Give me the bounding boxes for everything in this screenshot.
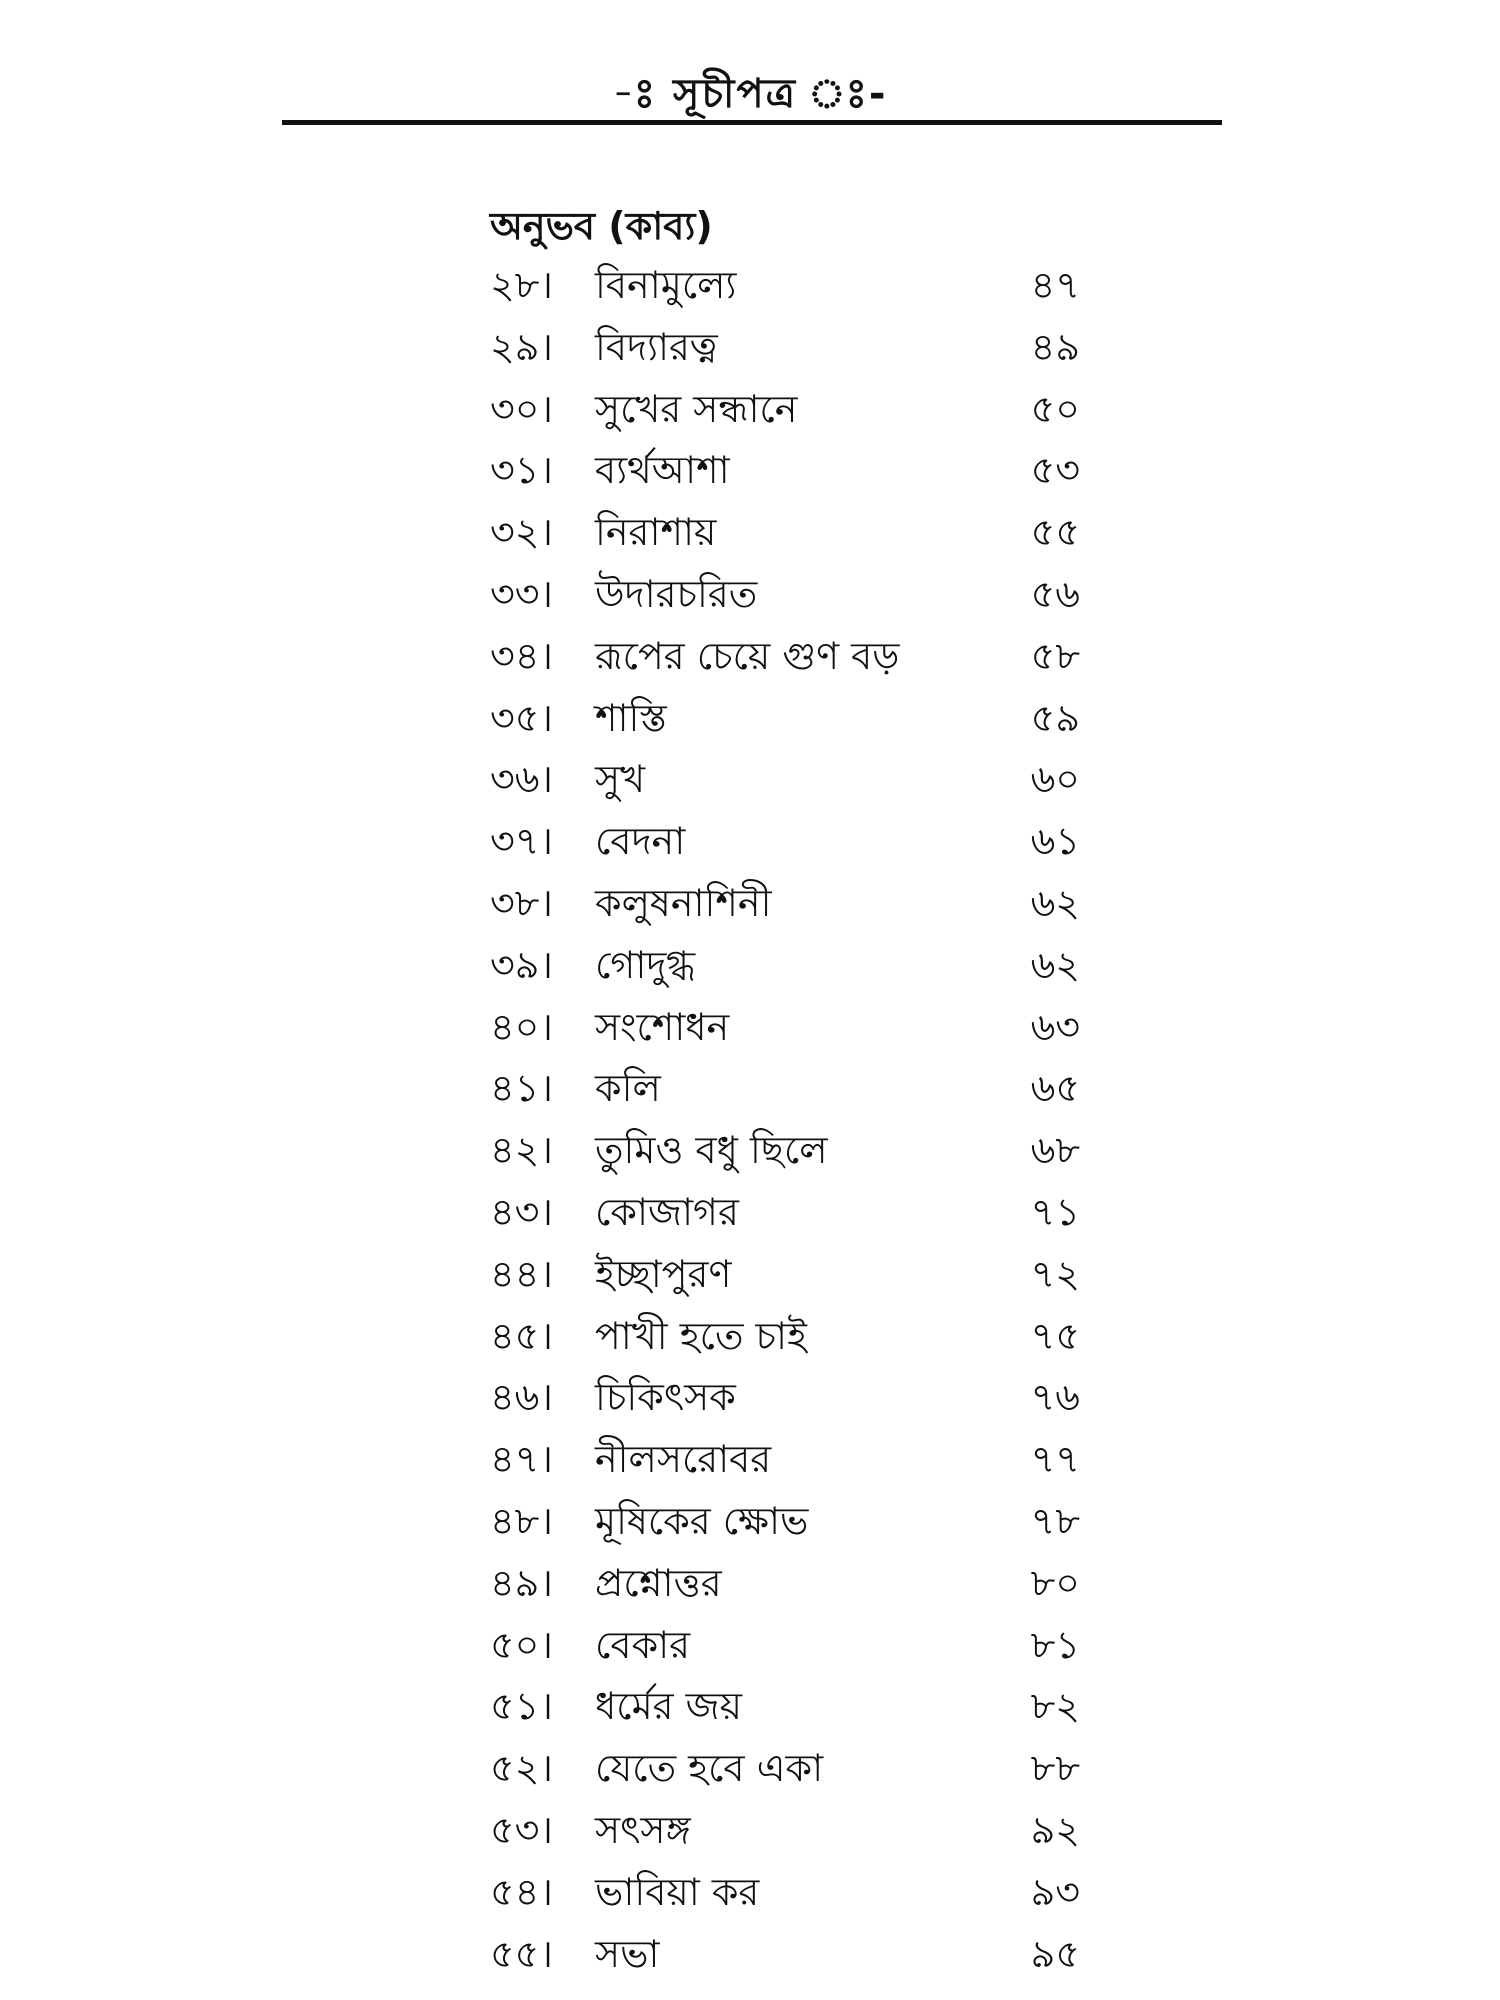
toc-entry [490, 1058, 1080, 1120]
page-title: -ঃ সূচীপত্র ঃ- [612, 71, 888, 117]
entry-title: তুমিও বধু ছিলে [595, 1128, 828, 1173]
entry-page: ৯৫ [1030, 1931, 1080, 1976]
entry-page: ৬৩ [1030, 1004, 1080, 1049]
entry-page: ৯২ [1030, 1807, 1080, 1852]
entry-page: ৫৮ [1030, 633, 1080, 678]
toc-entry [490, 997, 1080, 1059]
entry-page: ৫৫ [1030, 510, 1080, 555]
entry-title: সংশোধন [595, 1004, 730, 1049]
toc-entry [490, 1244, 1080, 1306]
toc-entry [490, 1553, 1080, 1615]
entry-title: ব্যর্থআশা [595, 448, 730, 493]
entry-number: ৩৯। [490, 942, 553, 987]
entry-number: ৪৮। [490, 1498, 553, 1543]
toc-entry [490, 1924, 1080, 1986]
entry-title: পাখী হতে চাই [595, 1313, 807, 1358]
entry-page: ৯৩ [1030, 1869, 1080, 1914]
entry-number: ৩৬। [490, 757, 554, 802]
entry-title: বেদনা [595, 819, 686, 864]
entry-title: যেতে হবে একা [595, 1746, 824, 1791]
entry-number: ২৮। [490, 263, 553, 307]
toc-entry [490, 1676, 1080, 1738]
entry-title: উদারচরিত [595, 571, 758, 616]
toc-entry [490, 1738, 1080, 1800]
toc-entry [490, 1120, 1080, 1182]
entry-number: ৩৭। [490, 819, 554, 864]
entry-title: সুখ [595, 757, 646, 802]
entry-page: ৬১ [1030, 819, 1080, 864]
toc-entry [490, 1306, 1080, 1368]
entry-title: সুখের সন্ধানে [595, 386, 798, 431]
entry-page: ৭১ [1030, 1189, 1080, 1234]
entry-number: ৪০। [490, 1004, 553, 1049]
toc-entry [490, 1367, 1080, 1429]
entry-page: ৭৮ [1030, 1498, 1080, 1543]
toc-entry [490, 1800, 1080, 1862]
toc-entry [490, 502, 1080, 564]
entry-title: সৎসঙ্গ [595, 1807, 691, 1852]
toc-entry [490, 873, 1080, 935]
entry-number: ৩২। [490, 510, 554, 555]
entry-page: ৮১ [1030, 1622, 1080, 1667]
entry-page: ৪৯ [1030, 324, 1080, 369]
toc-entry [490, 688, 1080, 750]
entry-number: ৩৪। [490, 633, 553, 678]
entry-page: ৫৩ [1030, 448, 1080, 493]
entry-title: বেকার [595, 1622, 691, 1667]
entry-title: রূপের চেয়ে গুণ বড় [595, 633, 900, 678]
entry-title: ইচ্ছাপুরণ [595, 1251, 732, 1296]
entry-title: বিনামুল্যে [595, 263, 737, 307]
entry-number: ৩০। [490, 386, 554, 431]
entry-title: কলুষনাশিনী [595, 880, 772, 925]
entry-page: ৮২ [1030, 1684, 1080, 1729]
entry-page: ৬৫ [1030, 1066, 1080, 1111]
entry-number: ৩৫। [490, 695, 553, 740]
entry-number: ২৯। [490, 324, 553, 369]
entry-number: ৫৪। [490, 1869, 553, 1914]
section-title: অনুভব (কাব্য) [490, 204, 713, 248]
entry-title: সভা [595, 1931, 660, 1976]
entry-title: ধর্মের জয় [595, 1684, 743, 1729]
toc-entry [490, 1491, 1080, 1553]
toc-entry [490, 564, 1080, 626]
entry-number: ৫২। [490, 1746, 553, 1791]
entry-page: ৬২ [1030, 880, 1080, 925]
entry-title: প্রশ্নোত্তর [595, 1560, 722, 1605]
entry-title: কলি [595, 1066, 661, 1111]
entry-number: ৫৫। [490, 1931, 553, 1976]
entry-number: ৫১। [490, 1684, 553, 1729]
entry-number: ৪৪। [490, 1251, 553, 1296]
entry-page: ৫৯ [1030, 695, 1080, 740]
entry-page: ৪৭ [1030, 263, 1080, 307]
entry-title: চিকিৎসক [595, 1375, 736, 1420]
entry-page: ৭৫ [1030, 1313, 1080, 1358]
toc-entry [490, 440, 1080, 502]
entry-page: ৭৬ [1030, 1375, 1080, 1420]
entry-number: ৪৩। [490, 1189, 553, 1234]
entry-page: ৭৭ [1030, 1437, 1080, 1482]
entry-page: ৫৬ [1030, 571, 1080, 616]
entry-page: ৬৮ [1030, 1128, 1080, 1173]
entry-number: ৪৭। [490, 1437, 553, 1482]
entry-number: ৩৩। [490, 571, 554, 616]
header-divider [282, 120, 1222, 125]
entry-page: ৭২ [1030, 1251, 1080, 1296]
toc-entry [490, 626, 1080, 688]
entry-title: গোদুগ্ধ [595, 942, 696, 987]
entry-page: ৮০ [1030, 1560, 1080, 1605]
entry-title: নীলসরোবর [595, 1437, 772, 1482]
entry-number: ৩১। [490, 448, 553, 493]
table-of-contents [490, 255, 1080, 1985]
entry-title: শাস্তি [595, 695, 667, 740]
entry-title: ভাবিয়া কর [595, 1869, 760, 1914]
toc-entry [490, 1429, 1080, 1491]
entry-page: ৬২ [1030, 942, 1080, 987]
toc-entry [490, 255, 1080, 317]
entry-title: নিরাশায় [595, 510, 717, 555]
entry-title: কোজাগর [595, 1189, 739, 1234]
toc-entry [490, 935, 1080, 997]
entry-title: বিদ্যারত্ন [595, 324, 718, 369]
toc-entry [490, 1862, 1080, 1924]
entry-number: ৫৩। [490, 1807, 553, 1852]
entry-page: ৮৮ [1030, 1746, 1080, 1791]
entry-number: ৪১। [490, 1066, 553, 1111]
entry-page: ৫০ [1030, 386, 1080, 431]
entry-number: ৫০। [490, 1622, 553, 1667]
toc-entry [490, 1615, 1080, 1677]
toc-entry [490, 1182, 1080, 1244]
entry-number: ৪৯। [490, 1560, 553, 1605]
entry-number: ৪২। [490, 1128, 553, 1173]
toc-entry [490, 811, 1080, 873]
entry-number: ৪৫। [490, 1313, 553, 1358]
toc-entry [490, 379, 1080, 441]
entry-title: মূষিকের ক্ষোভ [595, 1498, 809, 1543]
toc-entry [490, 749, 1080, 811]
entry-number: ৩৮। [490, 880, 553, 925]
entry-number: ৪৬। [490, 1375, 553, 1420]
toc-entry [490, 317, 1080, 379]
entry-page: ৬০ [1030, 757, 1080, 802]
